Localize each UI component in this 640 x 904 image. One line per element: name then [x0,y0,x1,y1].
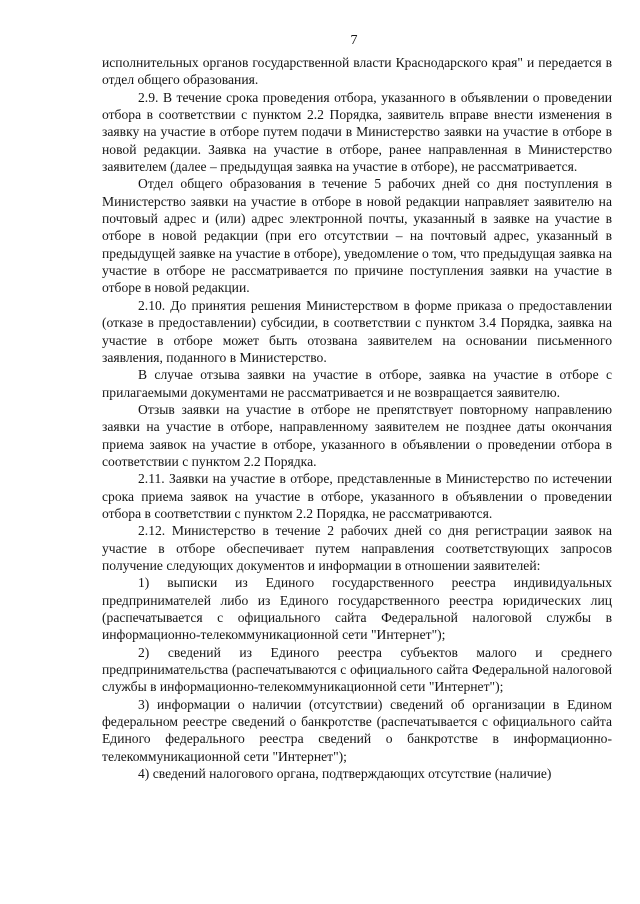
list-item-3: 3) информации о наличии (отсутствии) сведений об организации в Едином федеральном реестре сведений о банкротстве (распечатывается с официального сайта Единого федерального реестра сведений о банкротстве в информационно-телекоммуникационной сети "Интернет"); [102,696,612,764]
paragraph-2-10: 2.10. До принятия решения Министерством в форме приказа о предоставлении (отказе в предоставлении) субсидии, в соответствии с пунктом 3.4 Порядка, заявка на участие в отборе может быть отозвана заявителем на основании письменного заявления, поданного в Министерство. [102,297,612,365]
paragraph-withdrawal: В случае отзыва заявки на участие в отборе, заявка на участие в отборе с прилагаемыми документами не рассматривается и не возвращается заявителю. [102,367,612,400]
paragraph-continuation: исполнительных органов государственной власти Краснодарского края" и передается в отдел общего образования. [102,55,612,88]
paragraph-2-9: 2.9. В течение срока проведения отбора, указанного в объявлении о проведении отбора в соответствии с пунктом 2.2 Порядка, заявитель вправе внести изменения в заявку на участие в отборе путем подачи в Министерство заявки на участие в отборе в новой редакции. Заявка на участие в отборе, ранее направленная в Министерство заявителем (далее – предыдущая заявка на участие в отборе), не рассматривается. [102,89,612,175]
paragraph-2-11: 2.11. Заявки на участие в отборе, представленные в Министерство по истечении срока приема заявок на участие в отборе, указанного в объявлении о проведении отбора в соответствии с пунктом 2.2 Порядка, не рассматриваются. [102,471,612,521]
list-item-2: 2) сведений из Единого реестра субъектов малого и среднего предпринимательства (распечатываются с официального сайта Федеральной налоговой службы в информационно-телекоммуникационной сети "Интернет"); [102,644,612,695]
list-item-1: 1) выписки из Единого государственного реестра индивидуальных предпринимателей либо из Единого государственного реестра юридических лиц (распечатывается с официального сайта Федеральной налоговой службы в информационно-телекоммуникационной сети "Интернет"); [102,575,612,643]
document-body [102,54,612,782]
paragraph-resubmission: Отзыв заявки на участие в отборе не препятствует повторному направлению заявки на участие в отборе, направленному заявителем не позднее даты окончания приема заявок на участие в отборе, указанного в объявлении о проведении отбора в соответствии с пунктом 2.2 Порядка. [102,401,612,469]
list-item-4: 4) сведений налогового органа, подтверждающих отсутствие (наличие) [138,766,552,782]
paragraph-notice: Отдел общего образования в течение 5 рабочих дней со дня поступления в Министерство заявки на участие в отборе в новой редакции направляет заявителю на почтовый адрес и (или) адрес электронной почты, указанный в заявке на участие в отборе в новой редакции (при его отсутствии – на почтовый адрес, указанный в предыдущей заявке на участие в отборе), уведомление о том, что предыдущая заявка на участие в отборе не рассматривается по причине поступления заявки на участие в отборе в новой редакции. [102,176,612,296]
page-number: 7 [350,33,358,48]
paragraph-2-12: 2.12. Министерство в течение 2 рабочих дней со дня регистрации заявок на участие в отборе обеспечивает путем направления соответствующих запросов получение следующих документов и информации в отношении заявителей: [102,523,612,573]
